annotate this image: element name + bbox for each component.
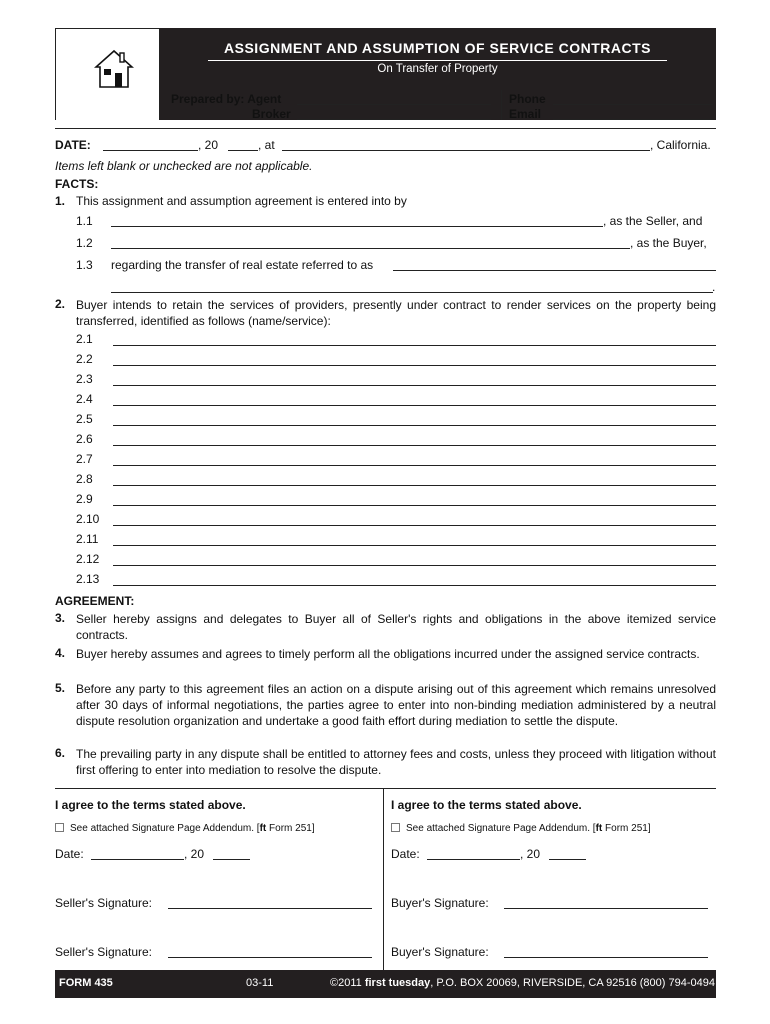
- item-4-text: Buyer hereby assumes and agrees to timely perform all the obligations incurred under the assigned service contracts.: [76, 647, 700, 661]
- service-line-field[interactable]: [113, 365, 716, 366]
- service-line-number: 2.13: [76, 572, 100, 586]
- prepared-by-label: Prepared by: Agent: [171, 92, 282, 106]
- footer-revision: 03-11: [246, 977, 274, 989]
- service-line-field[interactable]: [113, 345, 716, 346]
- date-year-field[interactable]: [228, 150, 258, 151]
- house-logo-icon: [94, 49, 134, 91]
- item-6-number: 6.: [55, 746, 66, 760]
- buyer-addendum-checkbox[interactable]: [391, 823, 400, 832]
- service-line-field[interactable]: [113, 565, 716, 566]
- item-1-2-number: 1.2: [76, 236, 93, 250]
- item-2-number: 2.: [55, 297, 66, 311]
- service-line-number: 2.1: [76, 332, 93, 346]
- footer-company: first tuesday: [364, 977, 431, 989]
- seller-year-prefix: , 20: [184, 847, 205, 861]
- at-label: , at: [258, 138, 275, 152]
- seller-addendum-form: Form 251]: [266, 823, 315, 834]
- seller-addendum-ft: ft: [259, 823, 267, 834]
- seller-agree-text: I agree to the terms stated above.: [55, 798, 246, 812]
- service-line-field[interactable]: [113, 385, 716, 386]
- service-line-number: 2.3: [76, 372, 93, 386]
- buyer-signature-2-label: Buyer's Signature:: [391, 945, 489, 959]
- service-line-field[interactable]: [113, 505, 716, 506]
- seller-date-label: Date:: [55, 847, 84, 861]
- service-line-field[interactable]: [113, 465, 716, 466]
- service-line-number: 2.11: [76, 532, 99, 546]
- buyer-agree-text: I agree to the terms stated above.: [391, 798, 582, 812]
- seller-date-field[interactable]: [91, 859, 184, 860]
- item-1-text: This assignment and assumption agreement is entered into by: [76, 194, 407, 208]
- service-line-number: 2.8: [76, 472, 93, 486]
- seller-signature-2-field[interactable]: [168, 957, 372, 958]
- seller-addendum-text: See attached Signature Page Addendum. [: [70, 823, 260, 834]
- buyer-signature-1-label: Buyer's Signature:: [391, 896, 489, 910]
- service-line-field[interactable]: [113, 585, 716, 586]
- date-year-prefix: , 20: [198, 138, 219, 152]
- buyer-name-field[interactable]: [111, 248, 630, 249]
- property-field-line-2[interactable]: [111, 292, 713, 293]
- agent-field[interactable]: [297, 104, 491, 105]
- signature-divider: [383, 788, 384, 970]
- logo-box: [55, 28, 159, 120]
- seller-year-field[interactable]: [213, 859, 250, 860]
- phone-field[interactable]: [553, 104, 713, 105]
- seller-signature-2-label: Seller's Signature:: [55, 945, 153, 959]
- service-line-number: 2.9: [76, 492, 93, 506]
- broker-field[interactable]: [297, 119, 491, 120]
- footer-address: , P.O. BOX 20069, RIVERSIDE, CA 92516 (800) 794-0494: [430, 977, 715, 989]
- buyer-suffix: , as the Buyer,: [630, 236, 707, 250]
- service-line-number: 2.2: [76, 352, 93, 366]
- service-line-number: 2.4: [76, 392, 93, 406]
- service-line-field[interactable]: [113, 425, 716, 426]
- buyer-addendum-text: See attached Signature Page Addendum. [: [406, 823, 596, 834]
- item-1-1-number: 1.1: [76, 214, 93, 228]
- date-label: DATE:: [55, 138, 91, 152]
- buyer-date-field[interactable]: [427, 859, 520, 860]
- item-6-text: The prevailing party in any dispute shall be entitled to attorney fees and costs, unless they proceed with litigation without first offering to enter into mediation to resolve the dispute.: [76, 747, 716, 777]
- broker-label: Broker: [252, 107, 291, 121]
- footer-form-number: FORM 435: [59, 977, 113, 989]
- service-line-field[interactable]: [113, 525, 716, 526]
- buyer-year-field[interactable]: [549, 859, 586, 860]
- service-line-field[interactable]: [113, 445, 716, 446]
- service-line-number: 2.5: [76, 412, 93, 426]
- seller-addendum-checkbox[interactable]: [55, 823, 64, 832]
- item-1-3-number: 1.3: [76, 258, 93, 272]
- agreement-heading: AGREEMENT:: [55, 594, 135, 608]
- property-field-line-1[interactable]: [393, 270, 716, 271]
- seller-signature-1-label: Seller's Signature:: [55, 896, 153, 910]
- seller-addendum: [55, 823, 315, 834]
- item-3-text: Seller hereby assigns and delegates to Buyer all of Seller's rights and obligations in the above itemized service contracts.: [76, 612, 716, 642]
- signature-top-rule: [55, 788, 716, 789]
- item-2-text: Buyer intends to retain the services of providers, presently under contract to render services on the property being transferred, identified as follows (name/service):: [76, 298, 716, 328]
- form-title: ASSIGNMENT AND ASSUMPTION OF SERVICE CONTRACTS: [224, 40, 651, 56]
- title-underline: [208, 60, 667, 61]
- buyer-addendum-form: Form 251]: [602, 823, 651, 834]
- date-field[interactable]: [103, 150, 198, 151]
- footer-copyright: [330, 977, 715, 989]
- location-field[interactable]: [282, 150, 650, 151]
- blank-notice: Items left blank or unchecked are not applicable.: [55, 159, 313, 173]
- facts-heading: FACTS:: [55, 177, 99, 191]
- property-period: .: [712, 280, 716, 294]
- buyer-year-prefix: , 20: [520, 847, 541, 861]
- item-1-number: 1.: [55, 194, 66, 208]
- item-4-number: 4.: [55, 646, 66, 660]
- service-line-number: 2.12: [76, 552, 100, 566]
- phone-label: Phone: [509, 92, 546, 106]
- buyer-signature-1-field[interactable]: [504, 908, 708, 909]
- buyer-addendum-ft: ft: [595, 823, 603, 834]
- email-field[interactable]: [553, 119, 713, 120]
- service-line-field[interactable]: [113, 485, 716, 486]
- service-line-number: 2.10: [76, 512, 100, 526]
- email-label: Email: [509, 107, 542, 121]
- service-line-number: 2.6: [76, 432, 93, 446]
- form-footer: [55, 970, 716, 998]
- item-5-number: 5.: [55, 681, 66, 695]
- form-subtitle: On Transfer of Property: [377, 63, 498, 75]
- buyer-signature-2-field[interactable]: [504, 957, 708, 958]
- service-line-number: 2.7: [76, 452, 93, 466]
- california-label: , California.: [650, 138, 711, 152]
- item-3-number: 3.: [55, 611, 66, 625]
- item-5-text: Before any party to this agreement files an action on a dispute arising out of this agreement which remains unresolved after 30 days of informal negotiations, the parties agree to enter into non-binding mediation administered by a neutral dispute resolution organization and undertake a good faith effort during mediation to settle the dispute.: [76, 682, 716, 728]
- seller-name-field[interactable]: [111, 226, 603, 227]
- item-1-3-text: regarding the transfer of real estate referred to as: [111, 258, 374, 272]
- buyer-addendum: [391, 823, 651, 834]
- seller-suffix: , as the Seller, and: [603, 214, 703, 228]
- seller-signature-1-field[interactable]: [168, 908, 372, 909]
- service-line-field[interactable]: [113, 545, 716, 546]
- buyer-date-label: Date:: [391, 847, 420, 861]
- footer-copyright-year: ©2011: [330, 977, 365, 989]
- service-line-field[interactable]: [113, 405, 716, 406]
- header-divider: [501, 90, 502, 120]
- header-bottom-rule: [55, 128, 716, 129]
